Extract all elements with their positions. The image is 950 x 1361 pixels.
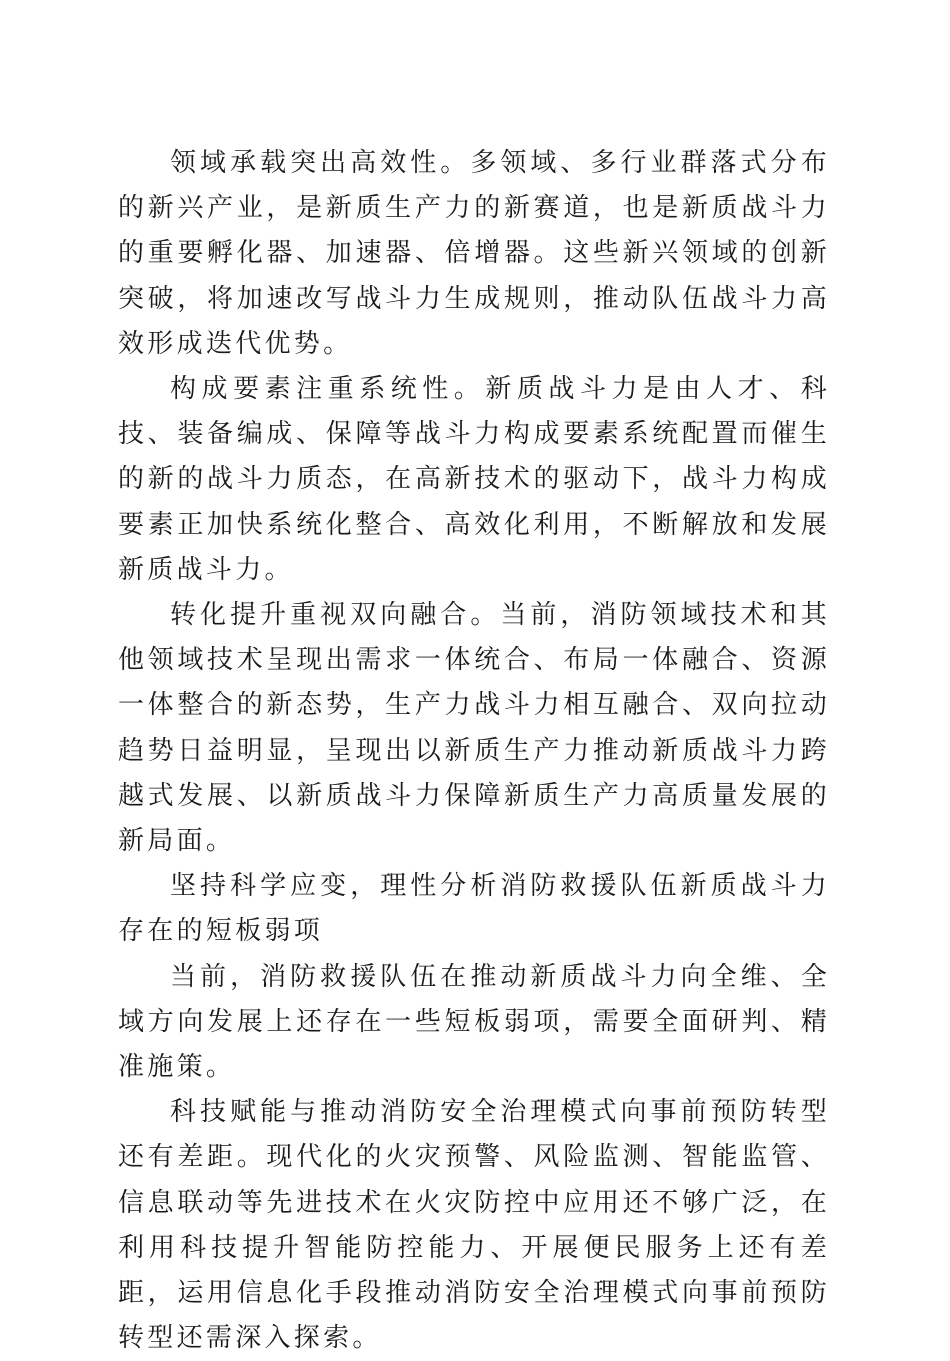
paragraph-current-shortcomings: 当前，消防救援队伍在推动新质战斗力向全维、全域方向发展上还存在一些短板弱项，需要全面研判、精准施策。 xyxy=(118,961,830,1083)
paragraph-domain-efficiency: 领域承载突出高效性。多领域、多行业群落式分布的新兴产业，是新质生产力的新赛道，也是新质战斗力的重要孵化器、加速器、倍增器。这些新兴领域的创新突破，将加速改写战斗力生成规则，推动队伍战斗力高效形成迭代优势。 xyxy=(118,148,830,359)
document-body xyxy=(118,141,830,1361)
paragraph-two-way-integration: 转化提升重视双向融合。当前，消防领域技术和其他领域技术呈现出需求一体统合、布局一体融合、资源一体整合的新态势，生产力战斗力相互融合、双向拉动趋势日益明显，呈现出以新质生产力推动新质战斗力跨越式发展、以新质战斗力保障新质生产力高质量发展的新局面。 xyxy=(118,600,830,857)
paragraph-tech-empowerment-gap: 科技赋能与推动消防安全治理模式向事前预防转型还有差距。现代化的火灾预警、风险监测、智能监管、信息联动等先进技术在火灾防控中应用还不够广泛，在利用科技提升智能防控能力、开展便民服务上还有差距，运用信息化手段推动消防安全治理模式向事前预防转型还需深入探索。 xyxy=(118,1097,830,1354)
paragraph-elements-systematic: 构成要素注重系统性。新质战斗力是由人才、科技、装备编成、保障等战斗力构成要素系统配置而催生的新的战斗力质态，在高新技术的驱动下，战斗力构成要素正加快系统化整合、高效化利用，不断解放和发展新质战斗力。 xyxy=(118,374,830,585)
section-heading: 坚持科学应变，理性分析消防救援队伍新质战斗力存在的短板弱项 xyxy=(118,871,830,947)
